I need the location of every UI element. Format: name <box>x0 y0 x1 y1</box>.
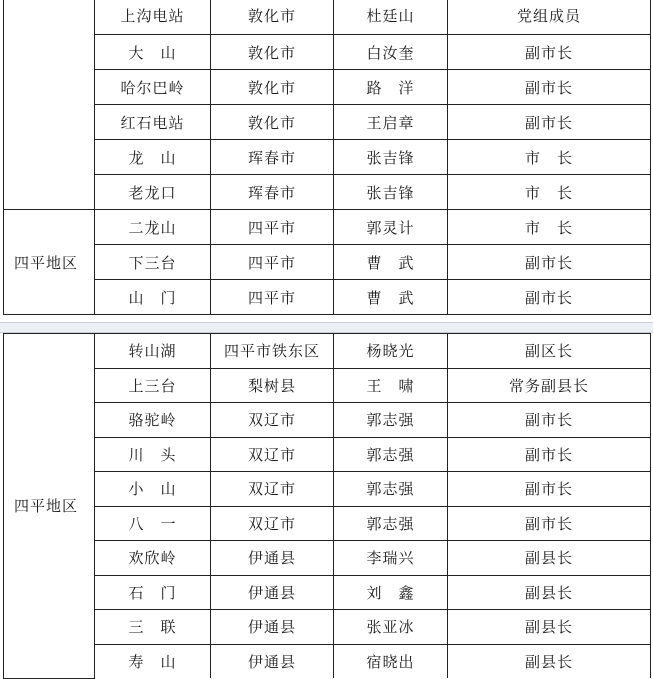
document-page-top <box>3 0 650 322</box>
title-cell: 副市长 <box>448 472 651 507</box>
title-cell: 副市长 <box>448 35 651 70</box>
table-row <box>4 210 651 245</box>
station-cell: 龙 山 <box>95 140 211 175</box>
document-page-bottom <box>3 333 650 677</box>
station-cell: 二龙山 <box>95 210 211 245</box>
title-cell: 副市长 <box>448 105 651 140</box>
name-cell: 曹 武 <box>334 245 448 280</box>
station-cell: 寿 山 <box>95 644 211 678</box>
title-cell: 常务副县长 <box>448 368 651 403</box>
name-cell: 白汝奎 <box>334 35 448 70</box>
station-cell: 老龙口 <box>95 175 211 210</box>
table-row <box>4 334 651 369</box>
title-cell: 市 长 <box>448 175 651 210</box>
name-cell: 路 洋 <box>334 70 448 105</box>
station-cell: 转山湖 <box>95 334 211 369</box>
title-cell: 党组成员 <box>448 0 651 35</box>
region-cell: 四平地区 <box>4 210 95 315</box>
name-cell: 王 啸 <box>334 368 448 403</box>
name-cell: 刘 鑫 <box>334 575 448 610</box>
table-row <box>4 644 651 678</box>
station-cell: 八 一 <box>95 506 211 541</box>
name-cell: 张吉锋 <box>334 175 448 210</box>
station-cell: 三 联 <box>95 610 211 645</box>
table-row <box>4 70 651 105</box>
table-row <box>4 610 651 645</box>
name-cell: 李瑞兴 <box>334 541 448 576</box>
city-cell: 四平市 <box>211 245 334 280</box>
table-row <box>4 437 651 472</box>
city-cell: 伊通县 <box>211 610 334 645</box>
title-cell: 副县长 <box>448 575 651 610</box>
city-cell: 四平市 <box>211 280 334 315</box>
city-cell: 珲春市 <box>211 175 334 210</box>
station-cell: 红石电站 <box>95 105 211 140</box>
title-cell: 市 长 <box>448 140 651 175</box>
title-cell: 副市长 <box>448 70 651 105</box>
title-cell: 副市长 <box>448 280 651 315</box>
station-cell: 骆驼岭 <box>95 403 211 438</box>
title-cell: 副市长 <box>448 506 651 541</box>
station-cell: 川 头 <box>95 437 211 472</box>
title-cell: 市 长 <box>448 210 651 245</box>
station-cell: 下三台 <box>95 245 211 280</box>
name-cell: 张亚冰 <box>334 610 448 645</box>
table-row <box>4 368 651 403</box>
name-cell: 郭志强 <box>334 437 448 472</box>
table-row <box>4 472 651 507</box>
name-cell: 郭灵计 <box>334 210 448 245</box>
table-row <box>4 105 651 140</box>
name-cell: 郭志强 <box>334 506 448 541</box>
table-row <box>4 0 651 35</box>
station-cell: 山 门 <box>95 280 211 315</box>
name-cell: 杜廷山 <box>334 0 448 35</box>
city-cell: 双辽市 <box>211 437 334 472</box>
name-cell: 郭志强 <box>334 403 448 438</box>
station-cell: 上沟电站 <box>95 0 211 35</box>
title-cell: 副市长 <box>448 403 651 438</box>
city-cell: 双辽市 <box>211 472 334 507</box>
roster-table-top <box>3 0 651 315</box>
city-cell: 伊通县 <box>211 575 334 610</box>
roster-table-bottom <box>3 333 651 679</box>
station-cell: 大 山 <box>95 35 211 70</box>
city-cell: 伊通县 <box>211 644 334 678</box>
city-cell: 梨树县 <box>211 368 334 403</box>
name-cell: 王启章 <box>334 105 448 140</box>
city-cell: 双辽市 <box>211 506 334 541</box>
region-cell <box>4 0 95 210</box>
table-row <box>4 403 651 438</box>
station-cell: 小 山 <box>95 472 211 507</box>
table-row <box>4 140 651 175</box>
table-row <box>4 506 651 541</box>
city-cell: 敦化市 <box>211 70 334 105</box>
table-row <box>4 541 651 576</box>
city-cell: 敦化市 <box>211 0 334 35</box>
station-cell: 哈尔巴岭 <box>95 70 211 105</box>
title-cell: 副市长 <box>448 245 651 280</box>
table-row <box>4 245 651 280</box>
table-row <box>4 575 651 610</box>
title-cell: 副区长 <box>448 334 651 369</box>
city-cell: 伊通县 <box>211 541 334 576</box>
city-cell: 敦化市 <box>211 105 334 140</box>
station-cell: 石 门 <box>95 575 211 610</box>
city-cell: 双辽市 <box>211 403 334 438</box>
table-row <box>4 35 651 70</box>
title-cell: 副县长 <box>448 644 651 678</box>
title-cell: 副县长 <box>448 541 651 576</box>
name-cell: 宿晓出 <box>334 644 448 678</box>
city-cell: 四平市铁东区 <box>211 334 334 369</box>
station-cell: 欢欣岭 <box>95 541 211 576</box>
region-cell: 四平地区 <box>4 334 95 679</box>
name-cell: 张吉锋 <box>334 140 448 175</box>
station-cell: 上三台 <box>95 368 211 403</box>
title-cell: 副市长 <box>448 437 651 472</box>
name-cell: 曹 武 <box>334 280 448 315</box>
name-cell: 杨晓光 <box>334 334 448 369</box>
table-row <box>4 280 651 315</box>
table-row <box>4 175 651 210</box>
page-break-separator <box>0 322 653 333</box>
name-cell: 郭志强 <box>334 472 448 507</box>
city-cell: 四平市 <box>211 210 334 245</box>
city-cell: 敦化市 <box>211 35 334 70</box>
title-cell: 副县长 <box>448 610 651 645</box>
city-cell: 珲春市 <box>211 140 334 175</box>
